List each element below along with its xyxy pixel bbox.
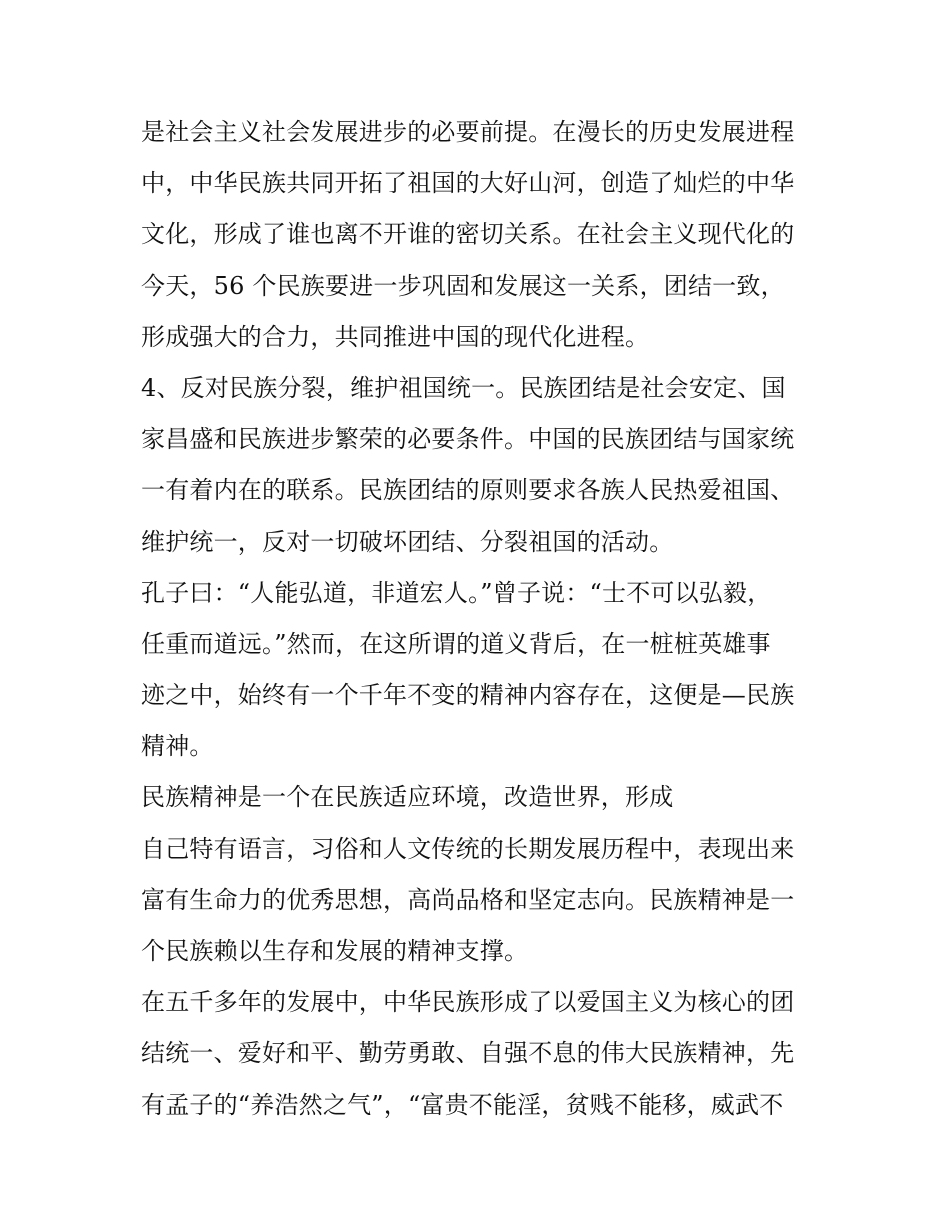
text-line: 文化，形成了谁也离不开谁的密切关系。在社会主义现代化的 (141, 220, 795, 249)
text-line: 自己特有语言，习俗和人文传统的长期发展历程中，表现出来 (141, 834, 795, 863)
text-line: 中，中华民族共同开拓了祖国的大好山河，创造了灿烂的中华 (141, 169, 795, 198)
text-line: 形成强大的合力，共同推进中国的现代化进程。 (141, 322, 650, 351)
text-line: 富有生命力的优秀思想，高尚品格和坚定志向。民族精神是一 (141, 885, 795, 914)
text-line: 在五千多年的发展中，中华民族形成了以爱国主义为核心的团 (141, 988, 795, 1017)
text-line: 迹之中，始终有一个千年不变的精神内容存在，这便是—民族 (141, 681, 795, 710)
text-line: 精神。 (141, 732, 214, 761)
text-line: 维护统一，反对一切破坏团结、分裂祖国的活动。 (141, 527, 674, 556)
text-line: 是社会主义社会发展进步的必要前提。在漫长的历史发展进程 (141, 118, 795, 146)
text-line: 结统一、爱好和平、勤劳勇敢、自强不息的伟大民族精神，先 (141, 1039, 795, 1068)
text-line: 4、反对民族分裂，维护祖国统一。民族团结是社会安定、国 (141, 373, 786, 402)
text-line: 今天，56 个民族要进一步巩固和发展这一关系，团结一致， (141, 271, 785, 300)
text-line: 一有着内在的联系。民族团结的原则要求各族人民热爱祖国、 (141, 476, 795, 505)
text-line: 孔子曰：“人能弘道，非道宏人。”曾子说：“士不可以弘毅， (141, 578, 772, 607)
text-line: 个民族赖以生存和发展的精神支撑。 (141, 937, 529, 965)
text-line: 家昌盛和民族进步繁荣的必要条件。中国的民族团结与国家统 (141, 425, 795, 454)
text-line: 任重而道远。”然而，在这所谓的道义背后，在一桩桩英雄事 (141, 629, 771, 658)
text-line: 有孟子的“养浩然之气”，“富贵不能淫，贫贱不能移，威武不 (141, 1090, 784, 1119)
body-text (141, 107, 821, 1131)
text-line: 民族精神是一个在民族适应环境，改造世界，形成 (141, 783, 674, 812)
